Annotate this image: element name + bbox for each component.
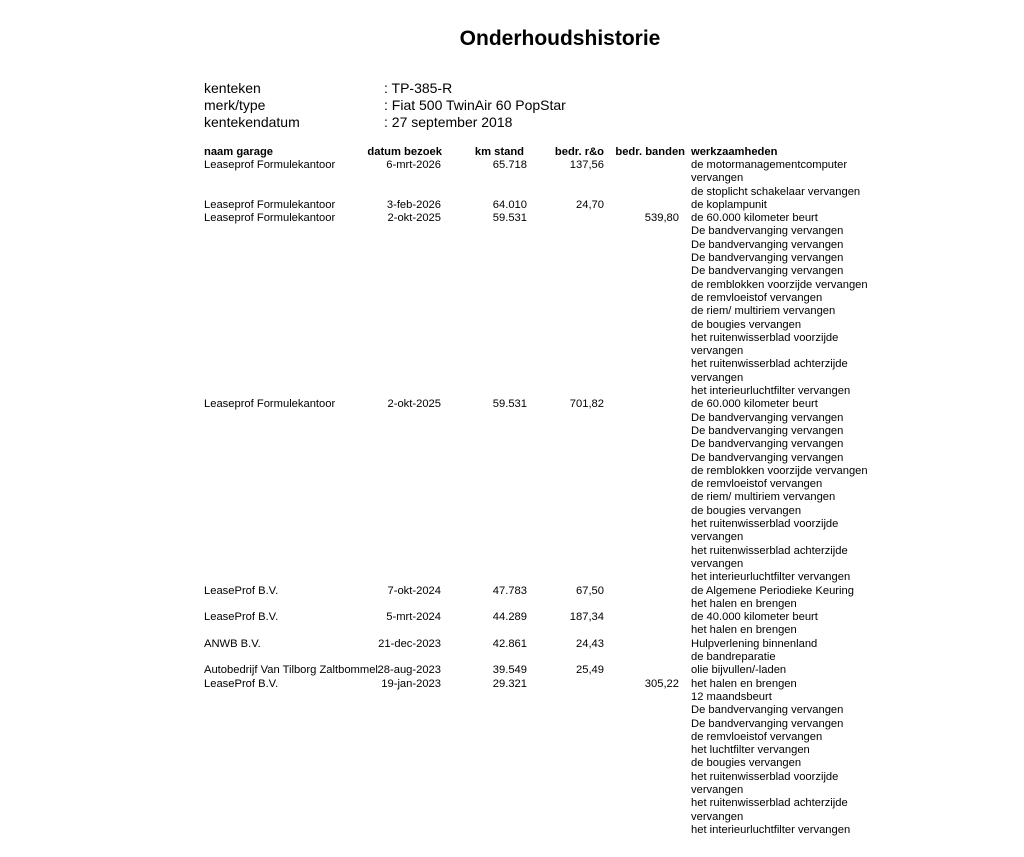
werkzaamheden-cell (691, 664, 786, 677)
werkzaamheden-cell (691, 585, 854, 612)
table-body (204, 159, 904, 837)
meta-value: : TP-385-R (384, 80, 453, 96)
werkzaamheden-line: de remblokken voorzijde vervangen (691, 278, 868, 291)
werkzaamheden-cell (691, 159, 860, 199)
km-cell: 42.861 (492, 637, 527, 650)
km-cell: 59.531 (492, 212, 527, 225)
meta-label: kentekendatum (204, 114, 300, 130)
km-cell: 39.549 (492, 664, 527, 677)
table-row (204, 398, 904, 584)
werkzaamheden-line: de koplampunit (691, 198, 767, 211)
werkzaamheden-line: de Algemene Periodieke Keuring (691, 584, 854, 597)
datum-cell: 28-aug-2023 (377, 664, 441, 677)
banden-amount-cell: 305,22 (644, 677, 679, 690)
werkzaamheden-cell (691, 638, 817, 665)
werkzaamheden-line: de 60.000 kilometer beurt (691, 212, 818, 225)
header-garage: naam garage (204, 146, 274, 158)
werkzaamheden-line: het luchtfilter vervangen (691, 744, 810, 757)
ro-amount-cell: 701,82 (569, 398, 604, 411)
garage-cell: Leaseprof Formulekantoor (204, 198, 336, 211)
datum-cell: 2-okt-2025 (387, 398, 441, 411)
table-row (204, 159, 904, 199)
werkzaamheden-line: de motormanagementcomputer (691, 159, 848, 171)
werkzaamheden-line: het ruitenwisserblad voorzijde (691, 331, 839, 344)
werkzaamheden-line: het ruitenwisserblad achterzijde (691, 797, 848, 810)
werkzaamheden-line: De bandvervanging vervangen (691, 238, 844, 251)
meta-label: merk/type (204, 97, 266, 113)
werkzaamheden-line: de stoplicht schakelaar vervangen (691, 185, 861, 198)
werkzaamheden-line: de bandreparatie (691, 651, 776, 664)
werkzaamheden-line: 12 maandsbeurt (691, 690, 772, 703)
werkzaamheden-line: het interieurluchtfilter vervangen (691, 823, 851, 836)
km-cell: 59.531 (492, 398, 527, 411)
werkzaamheden-line: de riem/ multiriem vervangen (691, 491, 836, 504)
werkzaamheden-line: het ruitenwisserblad voorzijde (691, 518, 839, 531)
garage-cell: Autobedrijf Van Tilborg Zaltbommel (204, 664, 378, 677)
werkzaamheden-line: het halen en brengen (691, 624, 797, 637)
werkzaamheden-cell (691, 212, 868, 398)
werkzaamheden-line: vervangen (691, 810, 744, 823)
werkzaamheden-cell (691, 398, 868, 584)
werkzaamheden-line: het ruitenwisserblad achterzijde (691, 358, 848, 371)
werkzaamheden-line: vervangen (691, 531, 744, 544)
ro-amount-cell: 24,70 (576, 198, 604, 211)
garage-cell: LeaseProf B.V. (204, 677, 279, 690)
werkzaamheden-line: De bandvervanging vervangen (691, 252, 844, 265)
ro-amount-cell: 24,43 (576, 637, 604, 650)
garage-cell: Leaseprof Formulekantoor (204, 212, 336, 225)
werkzaamheden-line: de bougies vervangen (691, 757, 802, 770)
header-datum: datum bezoek (367, 146, 442, 158)
werkzaamheden-line: olie bijvullen/-laden (691, 664, 787, 677)
werkzaamheden-line: vervangen (691, 345, 744, 358)
datum-cell: 6-mrt-2026 (386, 159, 441, 171)
werkzaamheden-line: de 60.000 kilometer beurt (691, 398, 818, 411)
table-row (204, 664, 904, 677)
garage-cell: Leaseprof Formulekantoor (204, 159, 336, 171)
km-cell: 65.718 (492, 159, 527, 171)
km-cell: 44.289 (492, 611, 527, 624)
werkzaamheden-line: Hulpverlening binnenland (691, 637, 818, 650)
werkzaamheden-line: De bandvervanging vervangen (691, 225, 844, 238)
werkzaamheden-line: vervangen (691, 784, 744, 797)
ro-amount-cell: 137,56 (569, 159, 604, 171)
werkzaamheden-line: het ruitenwisserblad voorzijde (691, 770, 839, 783)
datum-cell: 5-mrt-2024 (386, 611, 441, 624)
werkzaamheden-line: de 40.000 kilometer beurt (691, 611, 818, 624)
datum-cell: 3-feb-2026 (386, 198, 441, 211)
km-cell: 47.783 (492, 584, 527, 597)
werkzaamheden-line: de remvloeistof vervangen (691, 478, 823, 491)
werkzaamheden-line: De bandvervanging vervangen (691, 411, 844, 424)
werkzaamheden-line: De bandvervanging vervangen (691, 265, 844, 278)
werkzaamheden-cell (691, 678, 850, 838)
datum-cell: 2-okt-2025 (387, 212, 441, 225)
page-title: Onderhoudshistorie (459, 27, 661, 50)
garage-cell: LeaseProf B.V. (204, 611, 279, 624)
ro-amount-cell: 67,50 (576, 584, 604, 597)
werkzaamheden-line: de bougies vervangen (691, 504, 802, 517)
km-cell: 29.321 (492, 677, 527, 690)
werkzaamheden-line: de bougies vervangen (691, 318, 802, 331)
werkzaamheden-line: de remvloeistof vervangen (691, 730, 823, 743)
datum-cell: 21-dec-2023 (378, 637, 441, 650)
table-row (204, 611, 904, 638)
header-werk: werkzaamheden (691, 146, 778, 158)
werkzaamheden-line: De bandvervanging vervangen (691, 424, 844, 437)
werkzaamheden-cell (691, 199, 767, 212)
werkzaamheden-line: het interieurluchtfilter vervangen (691, 385, 851, 398)
km-cell: 64.010 (492, 198, 527, 211)
header-banden: bedr. banden (615, 146, 685, 158)
table-header (204, 146, 904, 159)
banden-amount-cell: 539,80 (644, 212, 679, 225)
garage-cell: Leaseprof Formulekantoor (204, 398, 336, 411)
meta-value: : 27 september 2018 (384, 114, 513, 130)
table-row (204, 678, 904, 838)
werkzaamheden-line: de riem/ multiriem vervangen (691, 305, 836, 318)
ro-amount-cell: 187,34 (569, 611, 604, 624)
meta-label: kenteken (204, 80, 261, 96)
datum-cell: 7-okt-2024 (387, 584, 441, 597)
werkzaamheden-line: het ruitenwisserblad achterzijde (691, 544, 848, 557)
werkzaamheden-line: de remblokken voorzijde vervangen (691, 464, 868, 477)
werkzaamheden-line: De bandvervanging vervangen (691, 704, 844, 717)
maintenance-table (204, 146, 904, 837)
werkzaamheden-line: het interieurluchtfilter vervangen (691, 571, 851, 584)
werkzaamheden-line: vervangen (691, 172, 744, 185)
header-ro: bedr. r&o (554, 146, 604, 158)
meta-value: : Fiat 500 TwinAir 60 PopStar (384, 97, 566, 113)
table-row (204, 212, 904, 398)
table-row (204, 585, 904, 612)
werkzaamheden-line: De bandvervanging vervangen (691, 717, 844, 730)
ro-amount-cell: 25,49 (576, 664, 604, 677)
werkzaamheden-line: vervangen (691, 557, 744, 570)
werkzaamheden-cell (691, 611, 818, 638)
werkzaamheden-line: vervangen (691, 371, 744, 384)
werkzaamheden-line: het halen en brengen (691, 677, 797, 690)
werkzaamheden-line: De bandvervanging vervangen (691, 438, 844, 451)
table-row (204, 638, 904, 665)
werkzaamheden-line: de remvloeistof vervangen (691, 291, 823, 304)
werkzaamheden-line: De bandvervanging vervangen (691, 451, 844, 464)
header-km: km stand (474, 146, 524, 158)
table-row (204, 199, 904, 212)
werkzaamheden-line: het halen en brengen (691, 597, 797, 610)
datum-cell: 19-jan-2023 (381, 677, 441, 690)
garage-cell: ANWB B.V. (204, 637, 261, 650)
garage-cell: LeaseProf B.V. (204, 584, 279, 597)
